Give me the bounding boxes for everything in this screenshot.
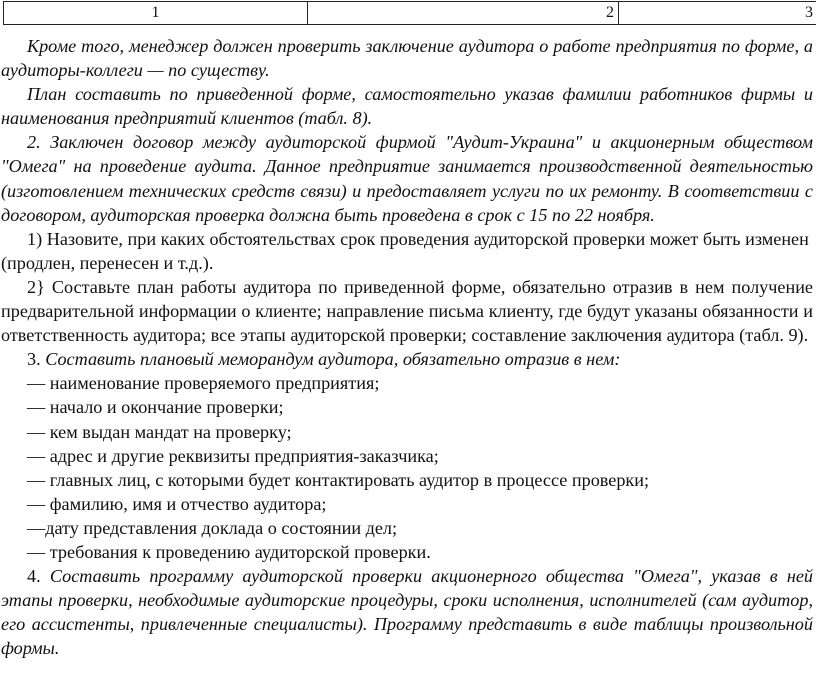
paragraph-question-1: 1) Назовите, при каких обстоятельствах срок проведения аудиторской проверки может быть изменен (продлен, перенесен и т.д.).	[1, 228, 809, 273]
paragraph-question-4	[1, 564, 813, 660]
paragraph-question-2: 2} Составьте план работы аудитора по приведенной форме, обязательно отразив в нем получение предварительной информации о клиенте; направление письма клиенту, где будут указаны обязанности и ответственность аудитора; все этапы аудиторской проверки; составление заключения аудитора (табл. 9).	[1, 276, 813, 346]
column-number-2: 2	[308, 2, 619, 25]
question-4-text: Составить программу аудиторской проверки акционерного общества "Омега", указав в ней этапы проверки, необходимые аудиторские процедуры, сроки исполнения, исполнителей (сам аудитор, его ассистенты, привлеченные специалисты). Программу представить в виде таблицы произвольной формы.	[1, 566, 814, 659]
question-3-text: Составить плановый меморандум аудитора, обязательно отразив в нем:	[45, 349, 621, 370]
bullet-item: — адрес и другие реквизиты предприятия-заказчика;	[27, 445, 439, 466]
bullet-item: — требования к проведению аудиторской проверки.	[27, 541, 431, 562]
bullet-item: — начало и окончание проверки;	[27, 397, 284, 418]
paragraph-contract-task: 2. Заключен договор между аудиторской фирмой "Аудит-Украина" и акционерным обществом "Омега" на проведение аудита. Данное предприятие занимается производственной деятельностью (изготовлением технических средств связи) и предоставляет услуги по их ремонту. В соответствии с договором, аудиторская проверка должна быть проведена в срок с 15 по 22 ноября.	[1, 132, 813, 225]
paragraph-question-3	[1, 347, 813, 371]
paragraph-manager-review: Кроме того, менеджер должен проверить заключение аудитора о работе предприятия по форме, а аудиторы-коллеги — по существу.	[1, 36, 813, 81]
column-number-table	[3, 1, 816, 25]
bullet-item: — наименование проверяемого предприятия;	[27, 373, 380, 394]
question-3-number: 3.	[27, 349, 46, 370]
column-number-row	[4, 2, 816, 25]
bullet-item: — фамилию, имя и отчество аудитора;	[27, 493, 327, 514]
question-4-number: 4.	[27, 566, 50, 587]
column-number-3: 3	[619, 2, 816, 25]
bullet-item: — главных лиц, с которыми будет контактировать аудитор в процессе проверки;	[27, 469, 650, 490]
column-number-1: 1	[4, 2, 308, 25]
bullet-item: —дату представления доклада о состоянии дел;	[27, 517, 398, 538]
bullet-item: — кем выдан мандат на проверку;	[27, 421, 292, 442]
paragraph-plan-instructions: План составить по приведенной форме, самостоятельно указав фамилии работников фирмы и наименования предприятий клиентов (табл. 8).	[1, 84, 813, 129]
document-body	[1, 34, 813, 660]
